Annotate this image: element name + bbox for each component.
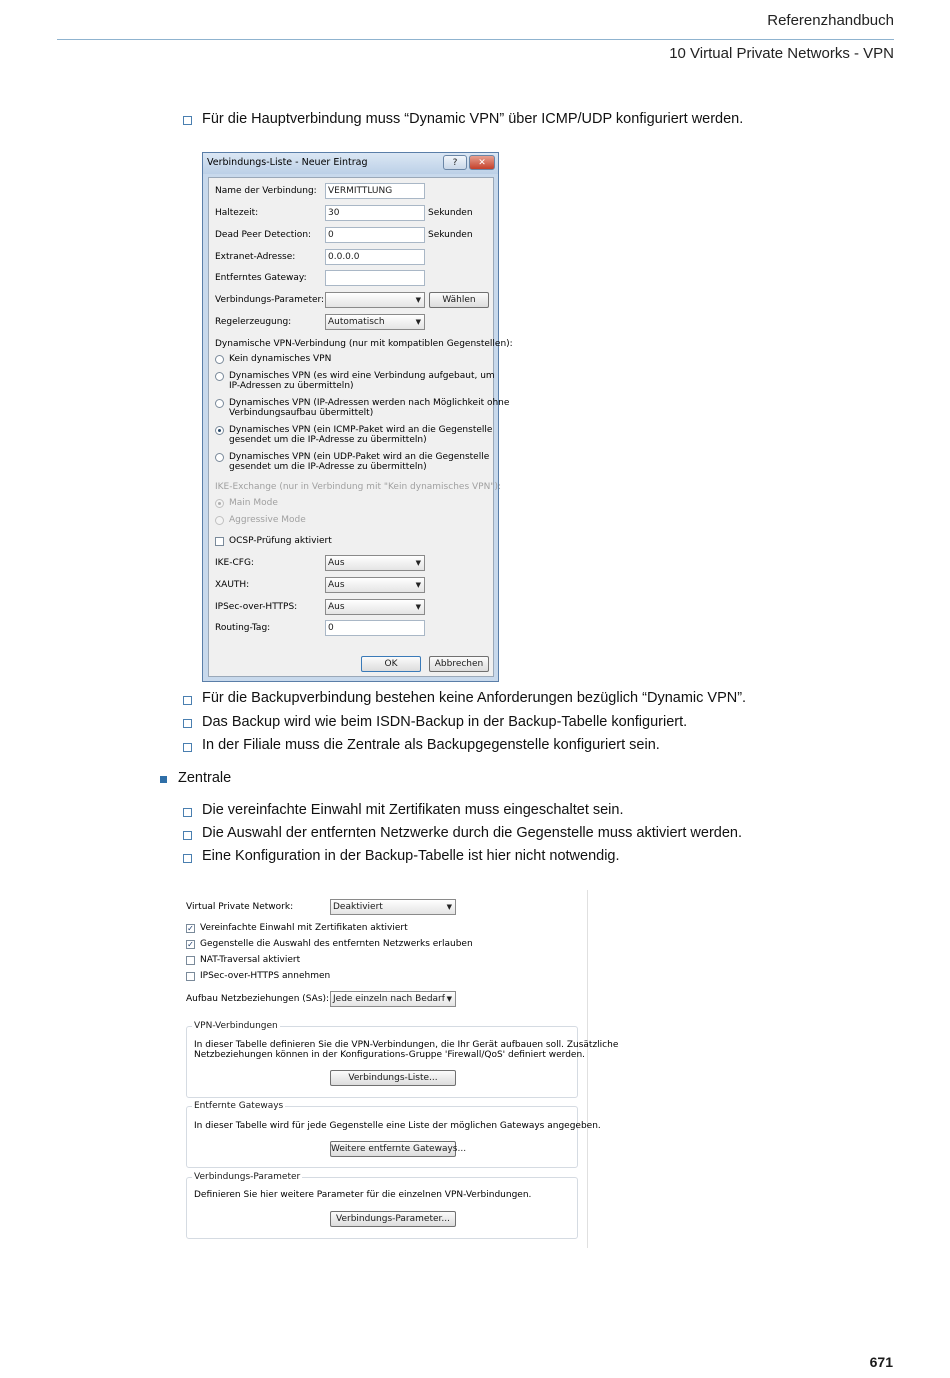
haltezeit-input[interactable]: 30 bbox=[325, 205, 425, 221]
cancel-button[interactable]: Abbrechen bbox=[429, 656, 489, 672]
sa-select[interactable]: Jede einzeln nach Bedarf ▼ bbox=[330, 991, 456, 1007]
name-label: Name der Verbindung: bbox=[215, 186, 317, 196]
checkbox-allow-remote-network[interactable]: ✓ bbox=[187, 940, 194, 949]
bullet-text: Eine Konfiguration in der Backup-Tabelle ist hier nicht notwendig. bbox=[202, 848, 620, 864]
extranet-input[interactable]: 0.0.0.0 bbox=[325, 249, 425, 265]
dialog-titlebar bbox=[203, 153, 498, 174]
gateway-label: Entferntes Gateway: bbox=[215, 273, 307, 283]
group-text-line2: Netzbeziehungen können in der Konfigurations-Gruppe 'Firewall/QoS' definiert werden. bbox=[194, 1050, 586, 1060]
header-divider bbox=[57, 39, 894, 40]
check-label: NAT-Traversal aktiviert bbox=[200, 955, 301, 965]
radio-label: Dynamisches VPN (ein UDP-Paket wird an die Gegenstelle bbox=[229, 452, 490, 462]
group-text: In dieser Tabelle definieren Sie die VPN-Verbindungen, die Ihr Gerät aufbauen soll. Zusätzliche bbox=[194, 1040, 619, 1050]
group-connection-parameters bbox=[186, 1177, 578, 1239]
sub-bullet-marker bbox=[183, 831, 192, 840]
gateway-input[interactable] bbox=[325, 270, 425, 286]
dpd-unit: Sekunden bbox=[428, 230, 473, 240]
dyn-vpn-group-title: Dynamische VPN-Verbindung (nur mit kompatiblen Gegenstellen): bbox=[215, 339, 513, 349]
vpn-label: Virtual Private Network: bbox=[186, 902, 294, 912]
connection-list-button[interactable]: Verbindungs-Liste... bbox=[330, 1070, 456, 1086]
sa-label: Aufbau Netzbeziehungen (SAs): bbox=[186, 994, 330, 1004]
main-mode-label: Main Mode bbox=[229, 498, 278, 508]
check-label: IPSec-over-HTTPS annehmen bbox=[200, 971, 331, 981]
radio-label-line2: gesendet um die IP-Adresse zu übermitteln) bbox=[229, 435, 427, 445]
radio-dyn-vpn-2[interactable] bbox=[215, 399, 224, 408]
main-bullet-text: Zentrale bbox=[178, 770, 232, 786]
dialog-title: Verbindungs-Liste - Neuer Eintrag bbox=[207, 157, 368, 168]
radio-label-line2: Verbindungsaufbau übermittelt) bbox=[229, 408, 374, 418]
ikecfg-label: IKE-CFG: bbox=[215, 558, 254, 568]
group-title: Verbindungs-Parameter bbox=[194, 1172, 301, 1182]
group-text: In dieser Tabelle wird für jede Gegenstelle eine Liste der möglichen Gateways angegeben. bbox=[194, 1121, 601, 1131]
help-button[interactable]: ? bbox=[443, 155, 467, 170]
sub-bullet-marker bbox=[183, 116, 192, 125]
radio-label: Kein dynamisches VPN bbox=[229, 354, 332, 364]
radio-dyn-vpn-4[interactable] bbox=[215, 453, 224, 462]
check-label: Vereinfachte Einwahl mit Zertifikaten aktiviert bbox=[200, 923, 408, 933]
bullet-text: Für die Hauptverbindung muss “Dynamic VPN” über ICMP/UDP konfiguriert werden. bbox=[202, 111, 744, 127]
ocsp-checkbox[interactable] bbox=[215, 537, 224, 546]
haltezeit-unit: Sekunden bbox=[428, 208, 473, 218]
param-label: Verbindungs-Parameter: bbox=[215, 295, 325, 305]
group-text: Definieren Sie hier weitere Parameter für die einzelnen VPN-Verbindungen. bbox=[194, 1190, 532, 1200]
radio-main-mode[interactable] bbox=[215, 499, 224, 508]
bullet-text: Das Backup wird wie beim ISDN-Backup in der Backup-Tabelle konfiguriert. bbox=[202, 714, 688, 730]
radio-label: Dynamisches VPN (ein ICMP-Paket wird an die Gegenstelle bbox=[229, 425, 493, 435]
xauth-select[interactable]: Aus ▼ bbox=[325, 577, 425, 593]
param-select[interactable] bbox=[325, 292, 425, 308]
dpd-label: Dead Peer Detection: bbox=[215, 230, 312, 240]
radio-dyn-vpn-0[interactable] bbox=[215, 355, 224, 364]
radio-dyn-vpn-1[interactable] bbox=[215, 372, 224, 381]
group-title: VPN-Verbindungen bbox=[194, 1021, 278, 1031]
regel-label: Regelerzeugung: bbox=[215, 317, 292, 327]
checkbox-nat-traversal[interactable] bbox=[186, 956, 195, 965]
extranet-label: Extranet-Adresse: bbox=[215, 252, 296, 262]
radio-dyn-vpn-3[interactable] bbox=[215, 426, 224, 435]
connection-parameters-button[interactable]: Verbindungs-Parameter... bbox=[330, 1211, 456, 1227]
close-button[interactable]: ✕ bbox=[469, 155, 495, 170]
routing-label: Routing-Tag: bbox=[215, 623, 271, 633]
aggressive-mode-label: Aggressive Mode bbox=[229, 515, 306, 525]
sub-bullet-marker bbox=[183, 696, 192, 705]
haltezeit-label: Haltezeit: bbox=[215, 208, 259, 218]
radio-label-line2: gesendet um die IP-Adresse zu übermitteln) bbox=[229, 462, 427, 472]
sub-bullet-marker bbox=[183, 743, 192, 752]
main-bullet-marker bbox=[160, 776, 167, 783]
ike-group-title: IKE-Exchange (nur in Verbindung mit "Kein dynamisches VPN"): bbox=[215, 482, 501, 492]
sub-bullet-marker bbox=[183, 808, 192, 817]
more-gateways-button[interactable]: Weitere entfernte Gateways... bbox=[330, 1141, 456, 1157]
dialog-body bbox=[208, 177, 513, 677]
radio-label-line2: IP-Adressen zu übermitteln) bbox=[229, 381, 354, 391]
bullet-text: Die Auswahl der entfernten Netzwerke durch die Gegenstelle muss aktiviert werden. bbox=[202, 825, 742, 841]
bullet-text: In der Filiale muss die Zentrale als Backupgegenstelle konfiguriert sein. bbox=[202, 737, 660, 753]
name-input[interactable]: VERMITTLUNG bbox=[325, 183, 425, 199]
checkbox-simplified-dialin[interactable]: ✓ bbox=[187, 924, 194, 933]
header-title: Referenzhandbuch bbox=[767, 12, 894, 29]
ikecfg-select[interactable]: Aus ▼ bbox=[325, 555, 425, 571]
ipsec-select[interactable]: Aus ▼ bbox=[325, 599, 425, 615]
ok-button[interactable]: OK bbox=[361, 656, 421, 672]
radio-label: Dynamisches VPN (es wird eine Verbindung aufgebaut, um bbox=[229, 371, 495, 381]
radio-label: Dynamisches VPN (IP-Adressen werden nach Möglichkeit ohne bbox=[229, 398, 510, 408]
dpd-input[interactable]: 0 bbox=[325, 227, 425, 243]
sub-bullet-marker bbox=[183, 719, 192, 728]
xauth-label: XAUTH: bbox=[215, 580, 250, 590]
page-number: 671 bbox=[869, 1354, 893, 1370]
group-remote-gateways bbox=[186, 1106, 578, 1168]
choose-button[interactable]: Wählen bbox=[429, 292, 489, 308]
bullet-text: Für die Backupverbindung bestehen keine Anforderungen bezüglich “Dynamic VPN”. bbox=[202, 690, 747, 706]
vpn-select[interactable]: Deaktiviert ▼ bbox=[330, 899, 456, 915]
bullet-text: Die vereinfachte Einwahl mit Zertifikaten muss eingeschaltet sein. bbox=[202, 802, 624, 818]
check-label: Gegenstelle die Auswahl des entfernten Netzwerks erlauben bbox=[200, 939, 473, 949]
group-title: Entfernte Gateways bbox=[194, 1101, 284, 1111]
connection-list-dialog bbox=[202, 152, 513, 682]
sub-bullet-marker bbox=[183, 854, 192, 863]
regel-select[interactable]: Automatisch ▼ bbox=[325, 314, 425, 330]
ocsp-label: OCSP-Prüfung aktiviert bbox=[229, 536, 332, 546]
group-vpn-connections bbox=[186, 1026, 578, 1098]
vpn-settings-panel bbox=[182, 890, 619, 1248]
checkbox-ipsec-https[interactable] bbox=[186, 972, 195, 981]
header-chapter: 10 Virtual Private Networks - VPN bbox=[669, 45, 894, 62]
ipsec-label: IPSec-over-HTTPS: bbox=[215, 602, 298, 612]
radio-aggressive-mode[interactable] bbox=[215, 516, 224, 525]
routing-input[interactable]: 0 bbox=[325, 620, 425, 636]
